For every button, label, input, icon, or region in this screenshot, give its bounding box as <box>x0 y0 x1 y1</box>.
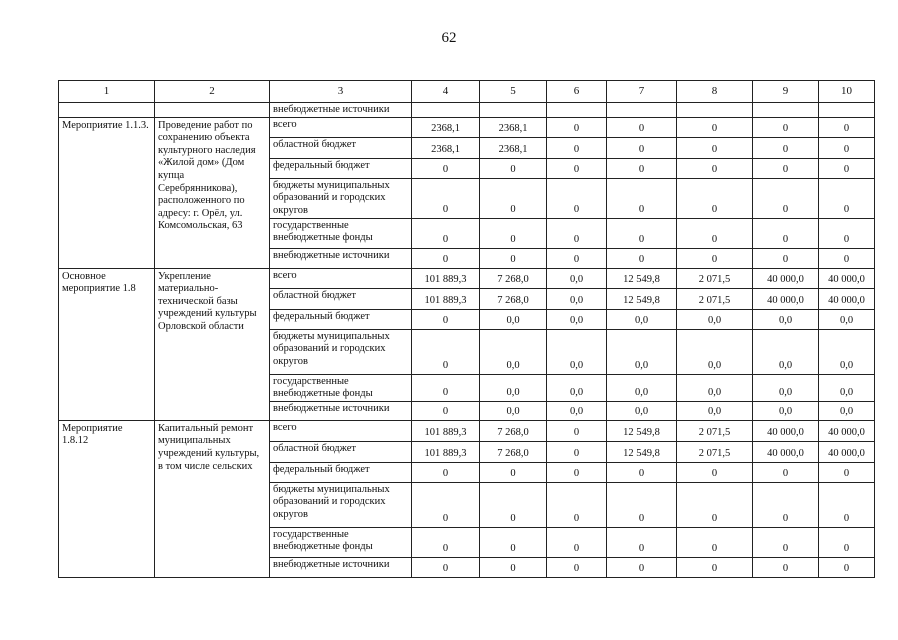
value-cell: 12 549,8 <box>607 441 677 462</box>
name-cell <box>155 103 270 118</box>
value-cell: 0,0 <box>547 288 607 309</box>
value-cell: 101 889,3 <box>412 288 480 309</box>
program-table <box>58 80 875 578</box>
value-cell: 0 <box>480 178 547 218</box>
value-cell: 0 <box>753 137 819 158</box>
value-cell: 40 000,0 <box>819 268 875 288</box>
column-header: 9 <box>753 81 819 103</box>
value-cell: 0 <box>677 527 753 557</box>
value-cell: 0,0 <box>547 374 607 401</box>
value-cell: 0 <box>412 527 480 557</box>
funding-source-cell: внебюджетные источники <box>270 557 412 577</box>
column-header: 1 <box>59 81 155 103</box>
value-cell: 0,0 <box>547 401 607 420</box>
funding-source-cell: государственные внебюджетные фонды <box>270 527 412 557</box>
value-cell: 7 268,0 <box>480 441 547 462</box>
table-row <box>59 268 875 288</box>
value-cell: 0 <box>412 178 480 218</box>
continuation-row <box>59 103 875 118</box>
value-cell: 101 889,3 <box>412 268 480 288</box>
funding-source-cell: всего <box>270 268 412 288</box>
value-cell: 2 071,5 <box>677 420 753 441</box>
value-cell: 2 071,5 <box>677 268 753 288</box>
value-cell: 101 889,3 <box>412 441 480 462</box>
value-cell: 0,0 <box>819 309 875 329</box>
column-header: 7 <box>607 81 677 103</box>
value-cell: 0 <box>607 527 677 557</box>
value-cell: 0 <box>480 158 547 178</box>
column-header: 8 <box>677 81 753 103</box>
value-cell: 0 <box>607 462 677 482</box>
value-cell <box>677 103 753 118</box>
value-cell: 0 <box>819 527 875 557</box>
value-cell: 0 <box>547 248 607 268</box>
funding-source-cell: внебюджетные источники <box>270 103 412 118</box>
value-cell: 0 <box>753 218 819 248</box>
value-cell: 40 000,0 <box>753 420 819 441</box>
value-cell: 0,0 <box>480 374 547 401</box>
value-cell: 0 <box>412 329 480 374</box>
value-cell: 0,0 <box>547 268 607 288</box>
value-cell: 0,0 <box>480 309 547 329</box>
value-cell: 0 <box>547 441 607 462</box>
activity-code-cell: Основное мероприятие 1.8 <box>59 268 155 420</box>
value-cell: 2 071,5 <box>677 288 753 309</box>
value-cell: 0,0 <box>819 329 875 374</box>
value-cell: 0,0 <box>819 401 875 420</box>
funding-source-cell: всего <box>270 117 412 137</box>
table-row <box>59 117 875 137</box>
funding-source-cell: государственные внебюджетные фонды <box>270 374 412 401</box>
value-cell: 0 <box>819 178 875 218</box>
value-cell: 0 <box>607 557 677 577</box>
value-cell: 0,0 <box>753 374 819 401</box>
funding-source-cell: бюджеты муниципальных образований и городских округов <box>270 329 412 374</box>
value-cell: 0 <box>677 248 753 268</box>
value-cell <box>753 103 819 118</box>
value-cell: 0 <box>607 218 677 248</box>
value-cell: 0 <box>412 158 480 178</box>
value-cell: 0 <box>412 462 480 482</box>
value-cell: 0,0 <box>677 309 753 329</box>
value-cell: 0 <box>412 482 480 527</box>
value-cell: 0 <box>607 117 677 137</box>
value-cell: 0 <box>547 218 607 248</box>
code-cell <box>59 103 155 118</box>
value-cell: 0 <box>547 527 607 557</box>
value-cell: 0 <box>547 117 607 137</box>
value-cell: 0 <box>819 482 875 527</box>
column-header: 2 <box>155 81 270 103</box>
value-cell: 2368,1 <box>480 137 547 158</box>
value-cell: 0 <box>819 137 875 158</box>
value-cell: 0,0 <box>547 329 607 374</box>
value-cell: 0 <box>607 178 677 218</box>
value-cell: 0 <box>412 401 480 420</box>
value-cell: 7 268,0 <box>480 288 547 309</box>
value-cell: 0 <box>547 557 607 577</box>
funding-source-cell: бюджеты муниципальных образований и городских округов <box>270 482 412 527</box>
value-cell: 0 <box>819 158 875 178</box>
value-cell: 0 <box>480 527 547 557</box>
value-cell: 40 000,0 <box>819 441 875 462</box>
value-cell: 0 <box>819 557 875 577</box>
value-cell: 0 <box>607 482 677 527</box>
value-cell: 0 <box>547 178 607 218</box>
value-cell: 0,0 <box>753 401 819 420</box>
funding-source-cell: внебюджетные источники <box>270 248 412 268</box>
value-cell: 0 <box>480 248 547 268</box>
value-cell: 0,0 <box>819 374 875 401</box>
value-cell <box>547 103 607 118</box>
value-cell: 101 889,3 <box>412 420 480 441</box>
value-cell: 0,0 <box>607 401 677 420</box>
value-cell: 0,0 <box>480 329 547 374</box>
value-cell: 0 <box>753 557 819 577</box>
value-cell: 0 <box>753 482 819 527</box>
funding-source-cell: областной бюджет <box>270 288 412 309</box>
value-cell: 0 <box>677 462 753 482</box>
value-cell: 0 <box>547 420 607 441</box>
value-cell: 0 <box>819 248 875 268</box>
activity-name-cell: Укрепление материально-технической базы учреждений культуры Орловской области <box>155 268 270 420</box>
column-header: 4 <box>412 81 480 103</box>
funding-source-cell: всего <box>270 420 412 441</box>
value-cell: 0 <box>412 248 480 268</box>
value-cell: 0 <box>547 462 607 482</box>
value-cell: 0 <box>677 158 753 178</box>
activity-code-cell: Мероприятие 1.1.3. <box>59 117 155 268</box>
value-cell: 0 <box>753 462 819 482</box>
column-header: 5 <box>480 81 547 103</box>
value-cell <box>819 103 875 118</box>
value-cell: 0 <box>677 137 753 158</box>
column-header: 3 <box>270 81 412 103</box>
value-cell: 2368,1 <box>412 117 480 137</box>
value-cell: 0,0 <box>677 374 753 401</box>
value-cell: 0 <box>753 178 819 218</box>
value-cell: 0 <box>547 158 607 178</box>
value-cell: 0 <box>677 557 753 577</box>
value-cell: 0 <box>480 557 547 577</box>
value-cell: 0,0 <box>547 309 607 329</box>
column-header: 6 <box>547 81 607 103</box>
value-cell: 0 <box>753 527 819 557</box>
value-cell: 12 549,8 <box>607 288 677 309</box>
funding-source-cell: областной бюджет <box>270 441 412 462</box>
value-cell: 40 000,0 <box>819 420 875 441</box>
value-cell: 0 <box>547 482 607 527</box>
value-cell: 40 000,0 <box>753 288 819 309</box>
activity-code-cell: Мероприятие 1.8.12 <box>59 420 155 577</box>
value-cell: 0 <box>753 248 819 268</box>
value-cell <box>412 103 480 118</box>
table-row <box>59 420 875 441</box>
value-cell: 0 <box>677 218 753 248</box>
value-cell: 0 <box>412 218 480 248</box>
value-cell: 2368,1 <box>480 117 547 137</box>
value-cell: 0 <box>819 117 875 137</box>
funding-source-cell: бюджеты муниципальных образований и городских округов <box>270 178 412 218</box>
funding-source-cell: областной бюджет <box>270 137 412 158</box>
value-cell: 0 <box>412 309 480 329</box>
value-cell: 0 <box>480 218 547 248</box>
value-cell: 0 <box>412 557 480 577</box>
value-cell: 0,0 <box>677 329 753 374</box>
value-cell: 0,0 <box>480 401 547 420</box>
activity-name-cell: Капитальный ремонт муниципальных учреждений культуры, в том числе сельских <box>155 420 270 577</box>
value-cell: 0 <box>480 462 547 482</box>
value-cell: 0 <box>607 158 677 178</box>
value-cell: 0 <box>412 374 480 401</box>
funding-source-cell: государственные внебюджетные фонды <box>270 218 412 248</box>
value-cell: 12 549,8 <box>607 268 677 288</box>
value-cell: 2368,1 <box>412 137 480 158</box>
value-cell: 0 <box>607 248 677 268</box>
value-cell: 0 <box>753 158 819 178</box>
value-cell: 0 <box>753 117 819 137</box>
value-cell: 0,0 <box>753 329 819 374</box>
value-cell: 0 <box>819 218 875 248</box>
value-cell: 40 000,0 <box>753 268 819 288</box>
value-cell: 0,0 <box>607 329 677 374</box>
value-cell: 0,0 <box>753 309 819 329</box>
value-cell <box>480 103 547 118</box>
funding-source-cell: внебюджетные источники <box>270 401 412 420</box>
header-row <box>59 81 875 103</box>
value-cell: 2 071,5 <box>677 441 753 462</box>
value-cell: 0 <box>677 482 753 527</box>
value-cell: 0,0 <box>607 309 677 329</box>
column-header: 10 <box>819 81 875 103</box>
value-cell: 0 <box>677 117 753 137</box>
value-cell: 12 549,8 <box>607 420 677 441</box>
value-cell: 0 <box>607 137 677 158</box>
funding-source-cell: федеральный бюджет <box>270 462 412 482</box>
value-cell <box>607 103 677 118</box>
value-cell: 40 000,0 <box>753 441 819 462</box>
value-cell: 0 <box>480 482 547 527</box>
value-cell: 0 <box>677 178 753 218</box>
value-cell: 7 268,0 <box>480 268 547 288</box>
activity-name-cell: Проведение работ по сохранению объекта культурного наследия «Жилой дом» (Дом купца Серебрянникова), расположенного по адресу: г. Орёл, ул. Комсомольская, 63 <box>155 117 270 268</box>
value-cell: 0,0 <box>677 401 753 420</box>
value-cell: 0 <box>819 462 875 482</box>
value-cell: 0,0 <box>607 374 677 401</box>
funding-source-cell: федеральный бюджет <box>270 309 412 329</box>
funding-source-cell: федеральный бюджет <box>270 158 412 178</box>
value-cell: 40 000,0 <box>819 288 875 309</box>
value-cell: 7 268,0 <box>480 420 547 441</box>
value-cell: 0 <box>547 137 607 158</box>
page-number: 62 <box>441 30 457 46</box>
